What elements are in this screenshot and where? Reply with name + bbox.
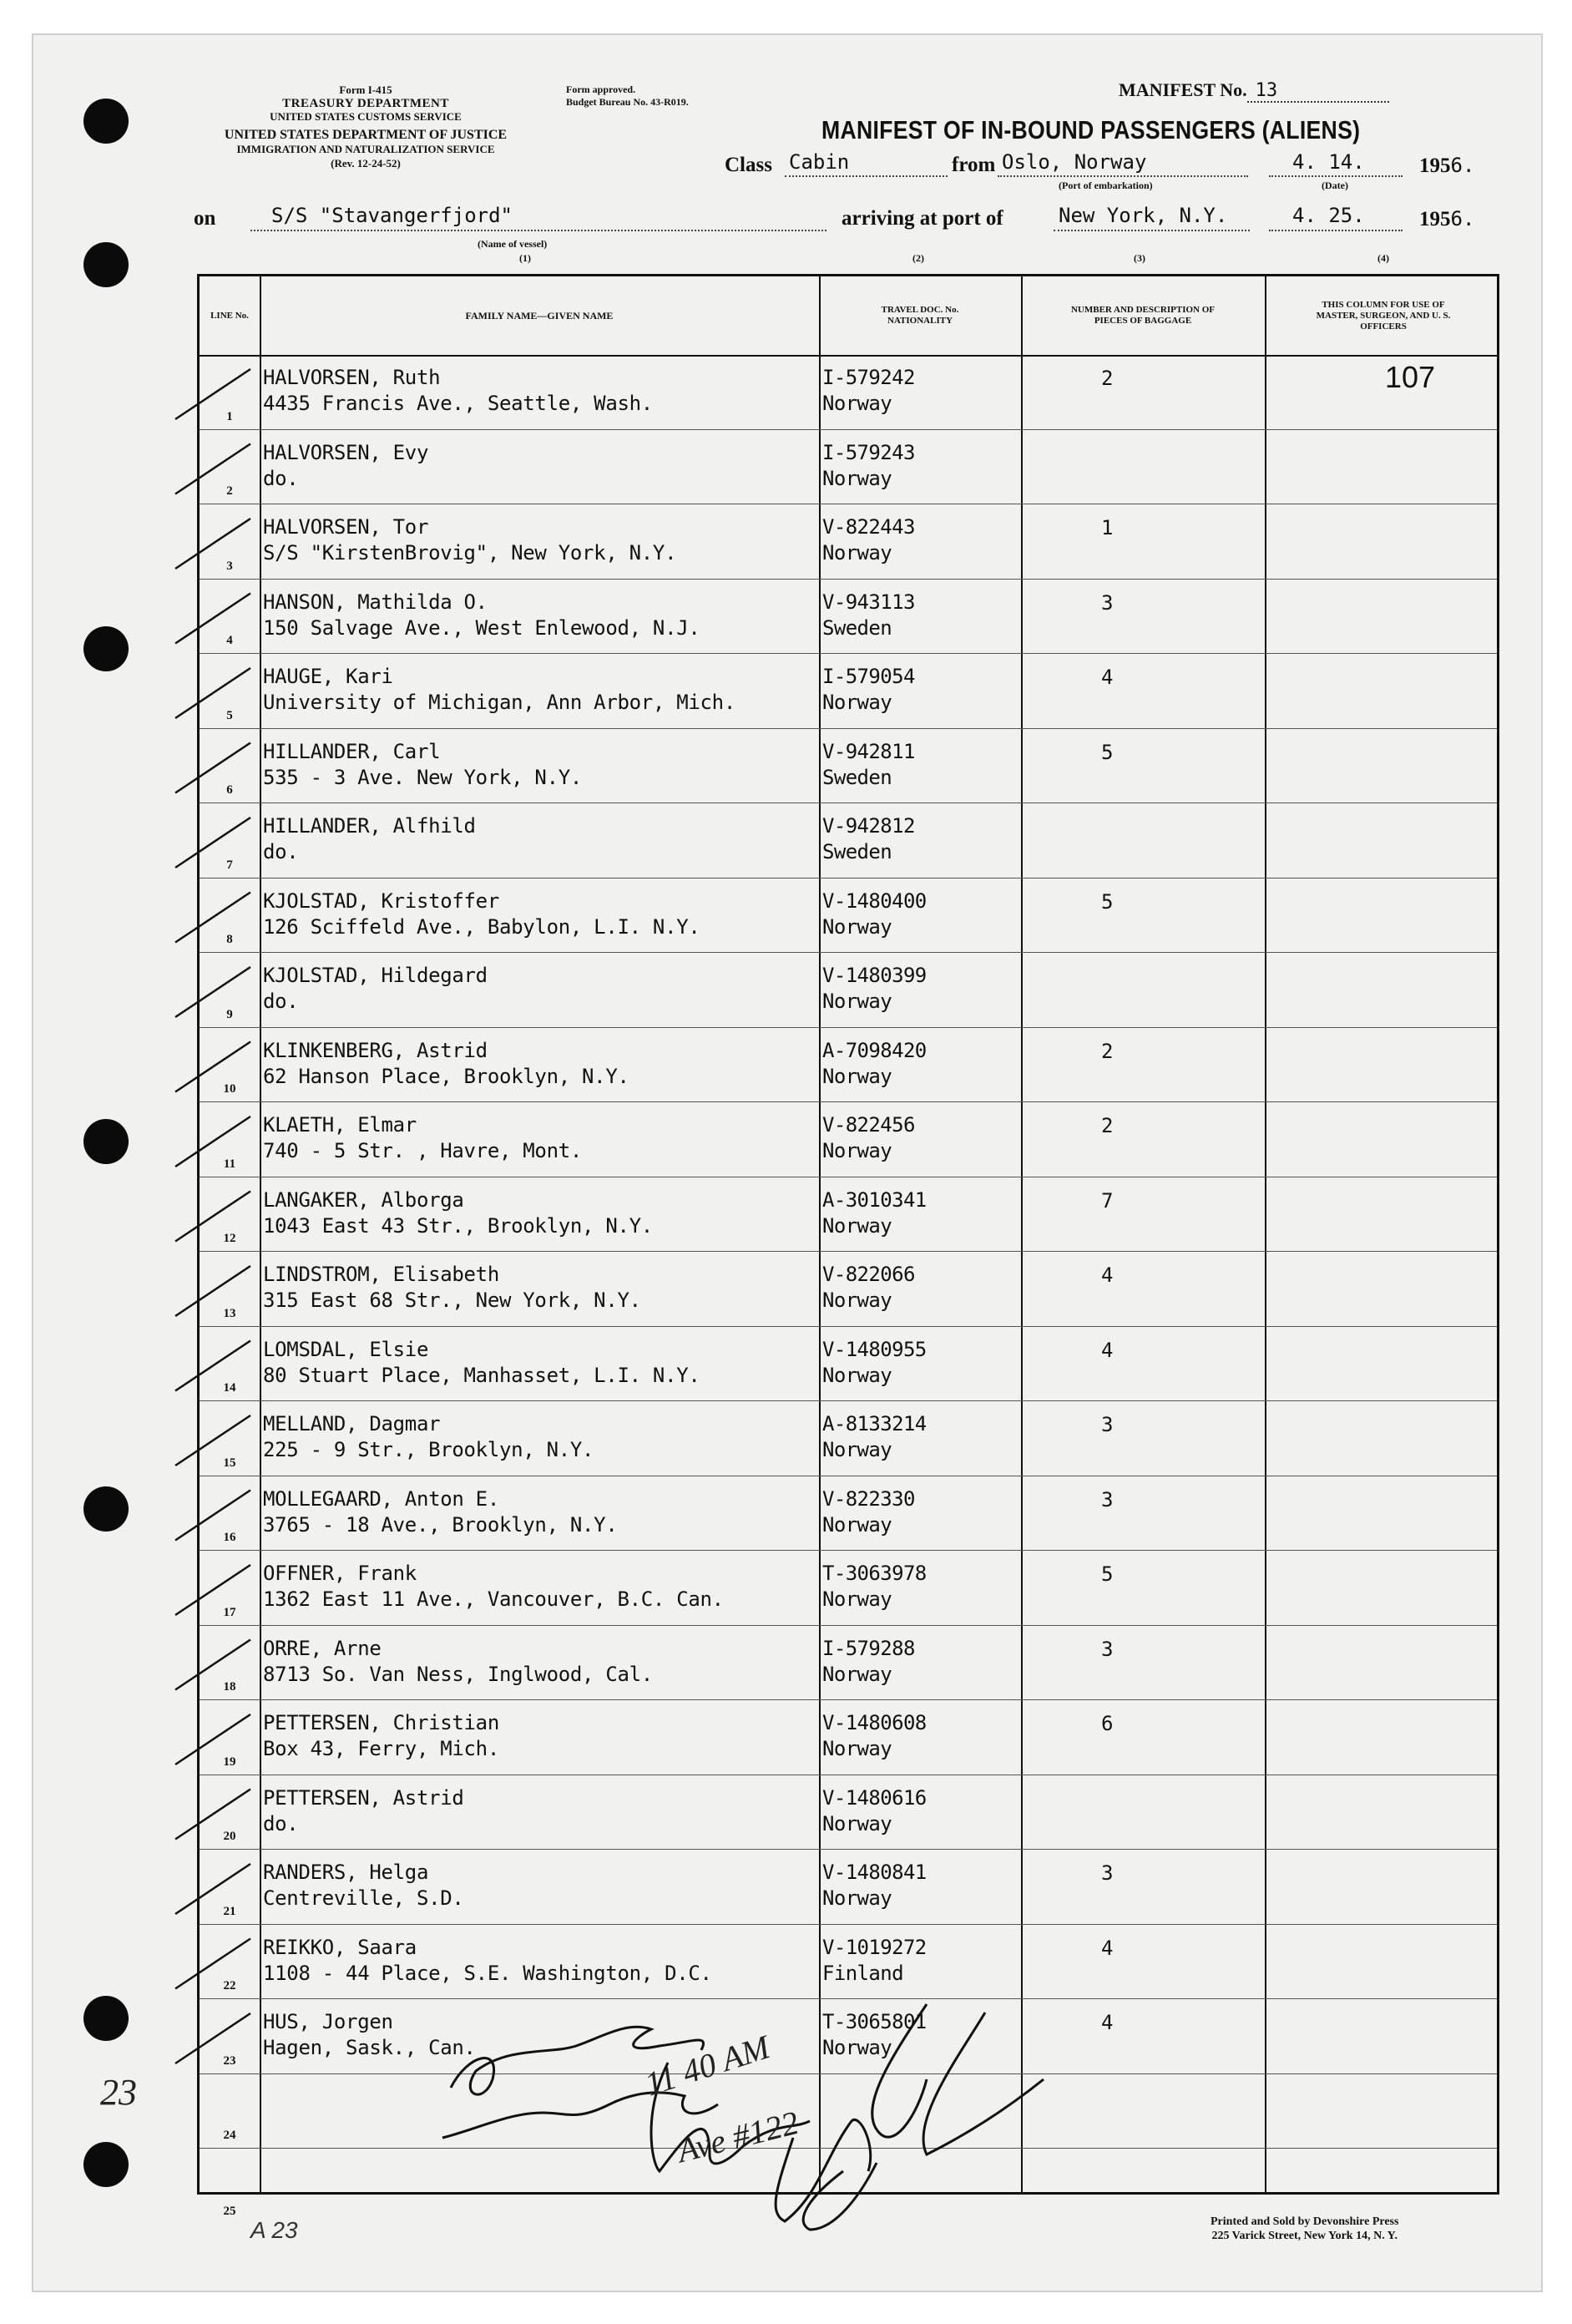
check-mark <box>175 1341 250 1391</box>
class-label: Class <box>725 154 772 176</box>
line-number: 22 <box>223 1979 236 1992</box>
document-number: I-579242 <box>822 366 915 389</box>
line-number: 4 <box>226 634 233 647</box>
nationality: Norway <box>822 1213 892 1238</box>
approved-label: Form approved. <box>566 84 636 95</box>
check-mark <box>175 1415 250 1466</box>
family-given-name: HILLANDER, Carl <box>263 739 441 763</box>
check-mark <box>175 1491 250 1541</box>
family-given-name: HALVORSEN, Tor <box>263 515 429 539</box>
nationality: Norway <box>822 1363 892 1387</box>
line-number: 19 <box>223 1754 236 1769</box>
family-given-name: LOMSDAL, Elsie <box>263 1337 429 1361</box>
manifest-label: MANIFEST No. <box>1119 79 1247 100</box>
check-mark <box>175 1714 250 1765</box>
document-number: V-1480955 <box>822 1337 927 1361</box>
document-number: V-822443 <box>822 515 915 539</box>
line-number: 14 <box>223 1381 236 1395</box>
document-number: I-579243 <box>822 440 915 464</box>
family-given-name: OFFNER, Frank <box>263 1562 417 1585</box>
line-number: 9 <box>226 1007 233 1021</box>
nationality: Norway <box>822 2036 892 2059</box>
address: do. <box>263 840 299 863</box>
check-mark <box>175 1864 250 1914</box>
check-mark <box>175 1790 250 1840</box>
baggage-count: 5 <box>1101 1562 1114 1586</box>
address: 535 - 3 Ave. New York, N.Y. <box>263 765 583 789</box>
document-number: V-1480616 <box>822 1785 927 1810</box>
header-officers: THIS COLUMN FOR USE OF MASTER, SURGEON, AND U. S. OFFICERS <box>1316 299 1451 332</box>
family-given-name: PETTERSEN, Christian <box>263 1711 499 1734</box>
line-number: 20 <box>223 1830 236 1843</box>
printer-line-1: Printed and Sold by Devonshire Press <box>1211 2215 1399 2228</box>
baggage-count: 3 <box>1101 1487 1114 1511</box>
document-number: V-822456 <box>822 1113 915 1137</box>
document-number: A-3010341 <box>822 1187 927 1212</box>
check-mark <box>175 668 250 718</box>
year-prefix: 195 <box>1419 154 1451 177</box>
baggage-count: 5 <box>1101 740 1114 764</box>
nationality: Norway <box>822 466 892 490</box>
nationality: Norway <box>822 691 892 714</box>
baggage-count: 3 <box>1101 1637 1114 1661</box>
document-number: V-942812 <box>822 814 915 838</box>
arrive-date: 4. 25. <box>1292 204 1365 227</box>
margin-number: 23 <box>100 2072 137 2113</box>
page-title: MANIFEST OF IN-BOUND PASSENGERS (ALIENS) <box>821 115 1361 144</box>
address: 150 Salvage Ave., West Enlewood, N.J. <box>263 615 700 640</box>
family-given-name: RANDERS, Helga <box>263 1861 429 1884</box>
address: 225 - 9 Str., Brooklyn, N.Y. <box>263 1438 594 1461</box>
line-number: 5 <box>226 708 233 722</box>
line-number: 12 <box>223 1232 236 1245</box>
nationality: Norway <box>822 1064 892 1088</box>
document-number: V-1480608 <box>822 1711 927 1734</box>
document-number: V-1480399 <box>822 964 927 987</box>
on-label: on <box>194 207 216 230</box>
from-label: from <box>952 154 996 176</box>
col-3-number: (3) <box>1134 252 1145 264</box>
family-given-name: REIKKO, Saara <box>263 1935 417 1959</box>
check-mark <box>175 1939 250 1989</box>
address: 4435 Francis Ave., Seattle, Wash. <box>263 392 653 415</box>
port-caption: (Port of embarkation) <box>1059 180 1153 191</box>
baggage-count: 2 <box>1101 1039 1114 1063</box>
check-mark <box>175 444 250 494</box>
baggage-count: 4 <box>1101 666 1114 689</box>
document-number: V-822066 <box>822 1263 915 1286</box>
document-number: A-8133214 <box>822 1412 927 1435</box>
document-number: V-1480400 <box>822 889 927 913</box>
family-given-name: HANSON, Mathilda O. <box>263 590 488 614</box>
family-given-name: ORRE, Arne <box>263 1636 382 1660</box>
address: Box 43, Ferry, Mich. <box>263 1737 499 1760</box>
col-4-number: (4) <box>1377 252 1389 264</box>
arriving-port: New York, N.Y. <box>1059 204 1228 227</box>
nationality: Norway <box>822 990 892 1013</box>
manifest-value: 13 <box>1247 80 1389 103</box>
baggage-count: 1 <box>1101 516 1114 539</box>
baggage-count: 2 <box>1101 1114 1114 1137</box>
nationality: Norway <box>822 1737 892 1760</box>
line-number: 10 <box>223 1082 236 1096</box>
nationality: Norway <box>822 1662 892 1686</box>
document-number: V-1480841 <box>822 1861 927 1884</box>
header-baggage: NUMBER AND DESCRIPTION OF PIECES OF BAGGAGE <box>1070 305 1216 326</box>
address: 1108 - 44 Place, S.E. Washington, D.C. <box>263 1961 712 1985</box>
line-number: 8 <box>226 933 233 946</box>
address: S/S "KirstenBrovig", New York, N.Y. <box>263 541 677 565</box>
document-number: V-822330 <box>822 1486 915 1511</box>
year-prefix: 195 <box>1419 208 1451 230</box>
address: 8713 So. Van Ness, Inglwood, Cal. <box>263 1662 653 1686</box>
line-number: 16 <box>223 1531 236 1544</box>
check-mark <box>175 1266 250 1316</box>
form-number: Form I-415 <box>339 84 392 96</box>
line-number: 6 <box>226 783 233 797</box>
family-given-name: LANGAKER, Alborga <box>263 1187 464 1212</box>
check-marks <box>175 369 250 2063</box>
baggage-count: 2 <box>1101 367 1114 390</box>
family-given-name: HILLANDER, Alfhild <box>263 814 476 838</box>
baggage-count: 4 <box>1101 1936 1114 1960</box>
nationality: Norway <box>822 1886 892 1910</box>
address: 315 East 68 Str., New York, N.Y. <box>263 1289 641 1312</box>
customs-label: UNITED STATES CUSTOMS SERVICE <box>270 110 462 123</box>
family-given-name: HAUGE, Kari <box>263 665 393 688</box>
date-caption: (Date) <box>1322 180 1348 191</box>
check-mark <box>175 818 250 868</box>
check-mark <box>175 594 250 644</box>
year-suffix: 6. <box>1450 207 1475 230</box>
col-2-number: (2) <box>912 252 924 264</box>
nationality: Sweden <box>822 765 892 789</box>
line-number: 17 <box>223 1605 236 1619</box>
nationality: Sweden <box>822 840 892 863</box>
ins-label: IMMIGRATION AND NATURALIZATION SERVICE <box>236 143 495 155</box>
check-mark <box>175 1640 250 1690</box>
depart-date: 4. 14. <box>1292 150 1365 174</box>
line-number: 11 <box>223 1157 236 1171</box>
nationality: Norway <box>822 541 892 565</box>
line-number: 23 <box>223 2053 236 2068</box>
line-number: 2 <box>226 484 233 498</box>
check-mark <box>175 893 250 943</box>
line-number: 7 <box>226 858 233 872</box>
address: University of Michigan, Ann Arbor, Mich. <box>263 691 735 714</box>
family-given-name: PETTERSEN, Astrid <box>263 1785 464 1810</box>
treasury-label: TREASURY DEPARTMENT <box>282 97 449 110</box>
vessel-name: S/S "Stavangerfjord" <box>271 204 513 227</box>
baggage-count: 4 <box>1101 2011 1114 2034</box>
baggage-count: 3 <box>1101 1861 1114 1885</box>
baggage-count: 5 <box>1101 889 1114 914</box>
address: 126 Sciffeld Ave., Babylon, L.I. N.Y. <box>263 914 700 939</box>
family-given-name: HALVORSEN, Ruth <box>263 366 441 389</box>
nationality: Norway <box>822 1289 892 1312</box>
document-number: T-3063978 <box>822 1562 927 1585</box>
nationality: Finland <box>822 1961 903 1985</box>
family-given-name: KLAETH, Elmar <box>263 1113 417 1137</box>
family-given-name: KJOLSTAD, Kristoffer <box>263 889 499 913</box>
justice-label: UNITED STATES DEPARTMENT OF JUSTICE <box>224 128 508 142</box>
baggage-count: 3 <box>1101 590 1114 615</box>
line-number: 18 <box>223 1680 236 1694</box>
printer-line-2: 225 Varick Street, New York 14, N. Y. <box>1211 2230 1398 2242</box>
vessel-caption: (Name of vessel) <box>478 238 548 250</box>
header-line-no: LINE No. <box>210 310 249 321</box>
check-mark <box>175 967 250 1017</box>
address: 1043 East 43 Str., Brooklyn, N.Y. <box>263 1213 653 1238</box>
check-mark <box>175 1192 250 1242</box>
nationality: Sweden <box>822 615 892 640</box>
line-number: 13 <box>223 1306 236 1320</box>
family-given-name: KJOLSTAD, Hildegard <box>263 964 488 987</box>
line-number: 25 <box>223 2204 236 2218</box>
check-mark <box>175 1116 250 1167</box>
family-given-name: LINDSTROM, Elisabeth <box>263 1263 499 1286</box>
check-mark <box>175 743 250 793</box>
line-number: 24 <box>223 2129 236 2142</box>
address: do. <box>263 466 299 490</box>
line-number: 1 <box>226 409 233 423</box>
address: 1362 East 11 Ave., Vancouver, B.C. Can. <box>263 1587 724 1611</box>
baggage-count: 4 <box>1101 1338 1114 1362</box>
address: 80 Stuart Place, Manhasset, L.I. N.Y. <box>263 1363 700 1387</box>
footer-reference: A 23 <box>250 2217 298 2243</box>
baggage-count: 3 <box>1101 1413 1114 1436</box>
check-mark <box>175 369 250 419</box>
baggage-count: 6 <box>1101 1712 1114 1735</box>
document-number: V-943113 <box>822 590 915 614</box>
nationality: Norway <box>822 1139 892 1162</box>
header-travel-doc: TRAVEL DOC. No. NATIONALITY <box>881 305 959 326</box>
rev-label: (Rev. 12-24-52) <box>331 157 401 170</box>
address: Hagen, Sask., Can. <box>263 2036 476 2059</box>
stamp-number: Ave #122 <box>673 2103 802 2170</box>
address: do. <box>263 1811 299 1835</box>
col-1-number: (1) <box>519 252 531 264</box>
year-suffix: 6. <box>1450 154 1475 177</box>
header-name: FAMILY NAME—GIVEN NAME <box>465 309 614 322</box>
baggage-count: 4 <box>1101 1263 1114 1287</box>
nationality: Norway <box>822 1438 892 1461</box>
class-value: Cabin <box>789 150 850 174</box>
check-mark <box>175 2013 250 2063</box>
document-number: A-7098420 <box>822 1038 927 1062</box>
address: 62 Hanson Place, Brooklyn, N.Y. <box>263 1064 629 1088</box>
check-mark <box>175 1042 250 1092</box>
line-number: 21 <box>223 1904 236 1918</box>
printer-imprint <box>1211 2215 1398 2243</box>
document-number: T-3065801 <box>822 2010 927 2033</box>
nationality: Norway <box>822 914 892 939</box>
document-number: I-579288 <box>822 1636 915 1660</box>
check-mark <box>175 1565 250 1615</box>
nationality: Norway <box>822 392 892 415</box>
line-number: 15 <box>223 1456 236 1470</box>
address: Centreville, S.D. <box>263 1886 464 1910</box>
family-given-name: MELLAND, Dagmar <box>263 1412 441 1435</box>
nationality: Norway <box>822 1587 892 1611</box>
family-given-name: HUS, Jorgen <box>263 2010 393 2033</box>
from-value: Oslo, Norway <box>1002 150 1147 174</box>
officer-note: 107 <box>1385 360 1436 394</box>
baggage-count: 7 <box>1101 1188 1114 1213</box>
address: 740 - 5 Str. , Havre, Mont. <box>263 1139 583 1162</box>
check-mark <box>175 519 250 569</box>
family-given-name: KLINKENBERG, Astrid <box>263 1038 488 1062</box>
nationality: Norway <box>822 1811 892 1835</box>
arriving-label: arriving at port of <box>842 207 1003 230</box>
document-number: V-1019272 <box>822 1935 927 1959</box>
family-given-name: MOLLEGAARD, Anton E. <box>263 1486 499 1511</box>
document-number: V-942811 <box>822 739 915 763</box>
address: 3765 - 18 Ave., Brooklyn, N.Y. <box>263 1512 618 1537</box>
family-given-name: HALVORSEN, Evy <box>263 440 429 464</box>
document-number: I-579054 <box>822 665 915 688</box>
line-number: 3 <box>226 559 233 573</box>
budget-label: Budget Bureau No. 43-R019. <box>566 96 689 108</box>
address: do. <box>263 990 299 1013</box>
stamp-time: 11 40 AM <box>639 2028 775 2104</box>
nationality: Norway <box>822 1512 892 1537</box>
